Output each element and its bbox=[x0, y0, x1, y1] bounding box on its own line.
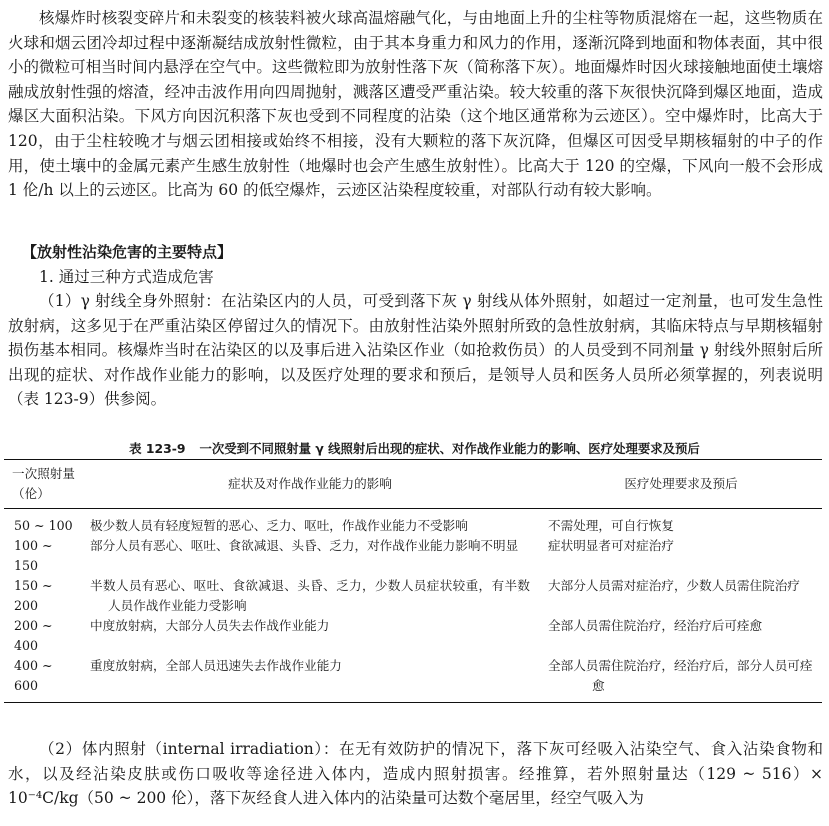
table-caption bbox=[0, 439, 829, 457]
cell-symptoms: 中度放射病，大部分人员失去作战作业能力 bbox=[90, 618, 330, 633]
table-row bbox=[4, 509, 822, 537]
cell-dose: 50 ~ 100 bbox=[14, 518, 73, 533]
paragraph-external-irradiation: （1）γ 射线全身外照射：在沾染区内的人员，可受到落下灰 γ 射线从体外照射，如超过一定剂量，也可发生急性放射病，这多见于在严重沾染区停留过久的情况下。由放射性沾染外照射所致的急性放射病，其临床特点与早期核辐射损伤基本相同。核爆炸当时在沾染区的以及事后进入沾染区作业（如抢救伤员）的人员受到不同剂量 γ 射线外照射后所出现的症状、对作战作业能力的影响，以及医疗处理的要求和预后，是领导人员和医务人员所必须掌握的，列表说明（表 123-9）供参阅。 bbox=[8, 292, 823, 409]
table-row bbox=[4, 656, 822, 703]
section-heading: 【放射性沾染危害的主要特点】 bbox=[22, 243, 233, 261]
table-header-row bbox=[4, 460, 822, 509]
table-row bbox=[4, 616, 822, 656]
cell-dose: 400 ~ 600 bbox=[14, 658, 53, 693]
dose-effects-table bbox=[4, 459, 822, 703]
table-caption-number: 表 123-9 bbox=[129, 441, 186, 456]
cell-dose: 100 ~ 150 bbox=[14, 538, 53, 573]
cell-treatment: 全部人员需住院治疗，经治疗后，部分人员可痊愈 bbox=[548, 658, 813, 693]
cell-treatment: 不需处理，可自行恢复 bbox=[548, 518, 674, 533]
paragraph-fallout-formation: 核爆炸时核裂变碎片和未裂变的核装料被火球高温熔融气化，与由地面上升的尘柱等物质混熔在一起，这些物质在火球和烟云团冷却过程中逐渐凝结成放射性微粒，由于其本身重力和风力的作用，逐渐沉降到地面和物体表面，其中很小的微粒可相当时间内悬浮在空气中。这些微粒即为放射性落下灰（简称落下灰）。地面爆炸时因火球接触地面使土壤熔融成放射性强的熔渣，经冲击波作用向四周抛射，溅落区遭受严重沾染。较大较重的落下灰很快沉降到爆区地面，造成爆区大面积沾染。下风方向因沉积落下灰也受到不同程度的沾染（这个地区通常称为云迹区）。空中爆炸时，比高大于 120，由于尘柱较晚才与烟云团相接或始终不相接，没有大颗粒的落下灰沉降，但爆区可因受早期核辐射的中子的作用，使土壤中的金属元素产生感生放射性（地爆时也会产生感生放射性）。比高大于 120 的空爆，下风向一般不会形成 1 伦/h 以上的云迹区。比高为 60 的低空爆炸，云迹区沾染程度较重，对部队行动有较大影响。 bbox=[8, 9, 823, 200]
cell-symptoms: 半数人员有恶心、呕吐、食欲减退、头昏、乏力，少数人员症状较重，有半数人员作战作业能力受影响 bbox=[90, 578, 530, 613]
cell-treatment: 症状明显者可对症治疗 bbox=[548, 538, 674, 553]
paragraph-internal-irradiation: （2）体内照射（internal irradiation）：在无有效防护的情况下，落下灰可经吸入沾染空气、食入沾染食物和水，以及经沾染皮肤或伤口吸收等途径进入体内，造成内照射损害。经推算，若外照射量达（129 ~ 516）× 10⁻⁴C/kg（50 ~ 200 伦），落下灰经食人进入体内的沾染量可达数个毫居里，经空气吸入为 bbox=[8, 740, 823, 808]
cell-dose: 150 ~ 200 bbox=[14, 578, 53, 613]
table-row bbox=[4, 576, 822, 616]
cell-dose: 200 ~ 400 bbox=[14, 618, 53, 653]
cell-symptoms: 重度放射病，全部人员迅速失去作战作业能力 bbox=[90, 658, 342, 673]
cell-symptoms: 部分人员有恶心、呕吐、食欲减退、头昏、乏力，对作战作业能力影响不明显 bbox=[90, 538, 519, 553]
cell-symptoms: 极少数人员有轻度短暂的恶心、乏力、呕吐，作战作业能力不受影响 bbox=[90, 518, 468, 533]
cell-treatment: 大部分人员需对症治疗，少数人员需住院治疗 bbox=[548, 578, 800, 593]
header-dose: 一次照射量（伦） bbox=[4, 460, 80, 509]
header-symptoms: 症状及对作战作业能力的影响 bbox=[80, 460, 540, 509]
cell-treatment: 全部人员需住院治疗，经治疗后可痊愈 bbox=[548, 618, 763, 633]
subheading-three-ways: 1. 通过三种方式造成危害 bbox=[39, 268, 214, 286]
table-row bbox=[4, 536, 822, 576]
table-caption-text: 一次受到不同照射量 γ 线照射后出现的症状、对作战作业能力的影响、医疗处理要求及预后 bbox=[199, 441, 700, 456]
header-treatment: 医疗处理要求及预后 bbox=[540, 460, 822, 509]
